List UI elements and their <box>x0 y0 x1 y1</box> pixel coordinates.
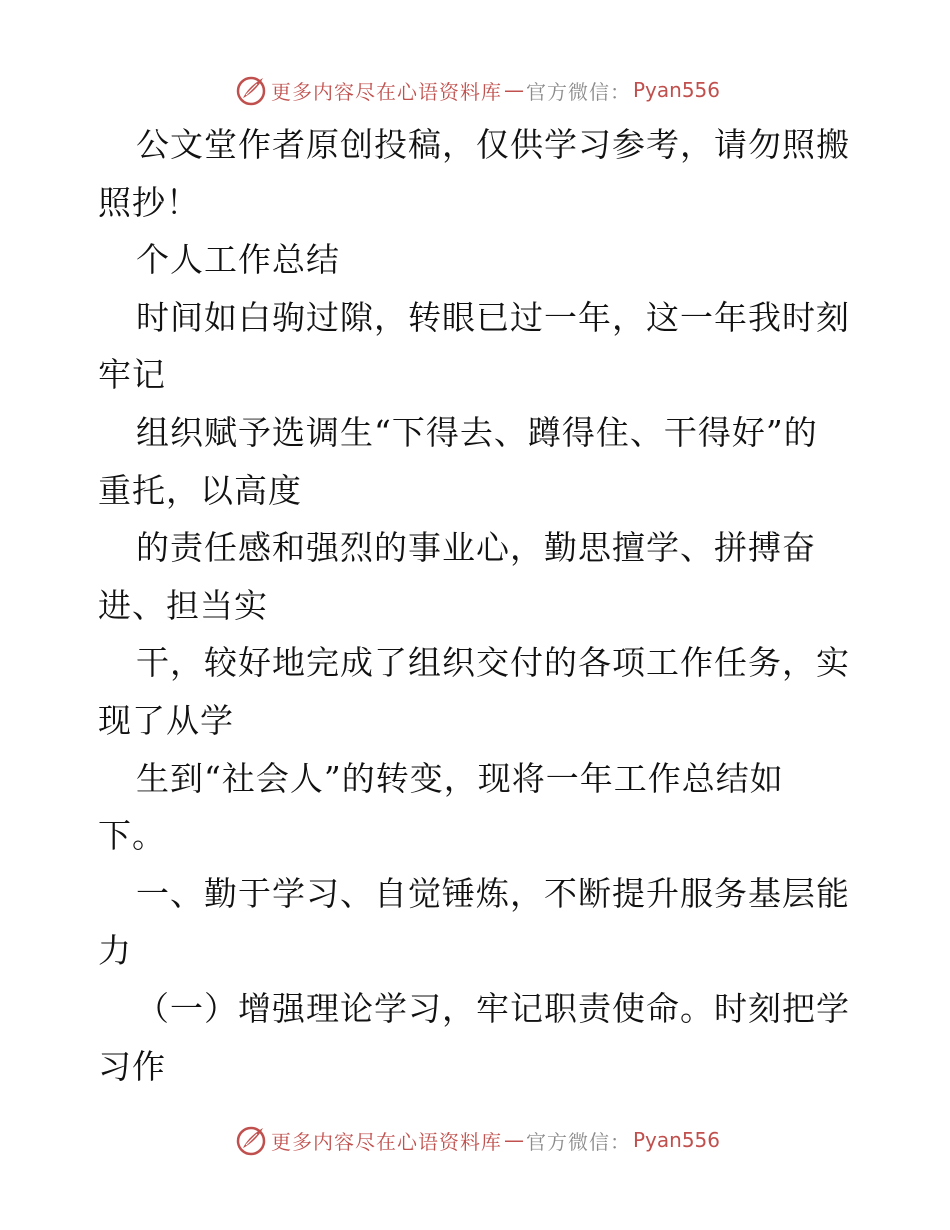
text-line: 时间如白驹过隙，转眼已过一年，这一年我时刻 <box>136 297 850 337</box>
text-line: 生到“社会人”的转变，现将一年工作总结如 <box>136 758 784 798</box>
document-title: 个人工作总结 <box>136 240 340 280</box>
text-line: 干，较好地完成了组织交付的各项工作任务，实 <box>136 643 850 683</box>
text-line: 重托，以高度 <box>98 470 302 510</box>
text-line: 的责任感和强烈的事业心，勤思擅学、拼搏奋 <box>136 528 816 568</box>
watermark-wechat-id: Pyan556 <box>633 1128 721 1152</box>
text-line: 组织赋予选调生“下得去、蹲得住、干得好”的 <box>136 412 818 452</box>
watermark-wechat-label: 官方微信： <box>526 1129 631 1154</box>
text-line: 照抄！ <box>98 182 200 222</box>
header-watermark <box>235 72 755 108</box>
document-body <box>98 116 868 1095</box>
section-heading: 一、勤于学习、自觉锤炼，不断提升服务基层能 <box>136 873 850 913</box>
quill-circle-logo-icon <box>235 1124 267 1156</box>
text-line: 进、担当实 <box>98 585 268 625</box>
text-line: 力 <box>98 931 132 971</box>
watermark-brand-text: 更多内容尽在心语资料库 <box>271 1129 502 1154</box>
watermark-dash: — <box>504 1128 524 1152</box>
quill-circle-logo-icon <box>235 74 267 106</box>
text-line: 现了从学 <box>98 700 234 740</box>
text-line: 下。 <box>98 816 166 856</box>
text-line: 习作 <box>98 1046 166 1086</box>
watermark-brand-text: 更多内容尽在心语资料库 <box>271 79 502 104</box>
watermark-wechat-id: Pyan556 <box>633 78 721 102</box>
text-line: 公文堂作者原创投稿，仅供学习参考，请勿照搬 <box>136 125 850 164</box>
watermark-dash: — <box>504 78 524 102</box>
watermark-wechat-label: 官方微信： <box>526 79 631 104</box>
subsection-heading: （一）增强理论学习，牢记职责使命。时刻把学 <box>136 988 850 1028</box>
text-line: 牢记 <box>98 355 166 395</box>
footer-watermark <box>235 1122 755 1158</box>
